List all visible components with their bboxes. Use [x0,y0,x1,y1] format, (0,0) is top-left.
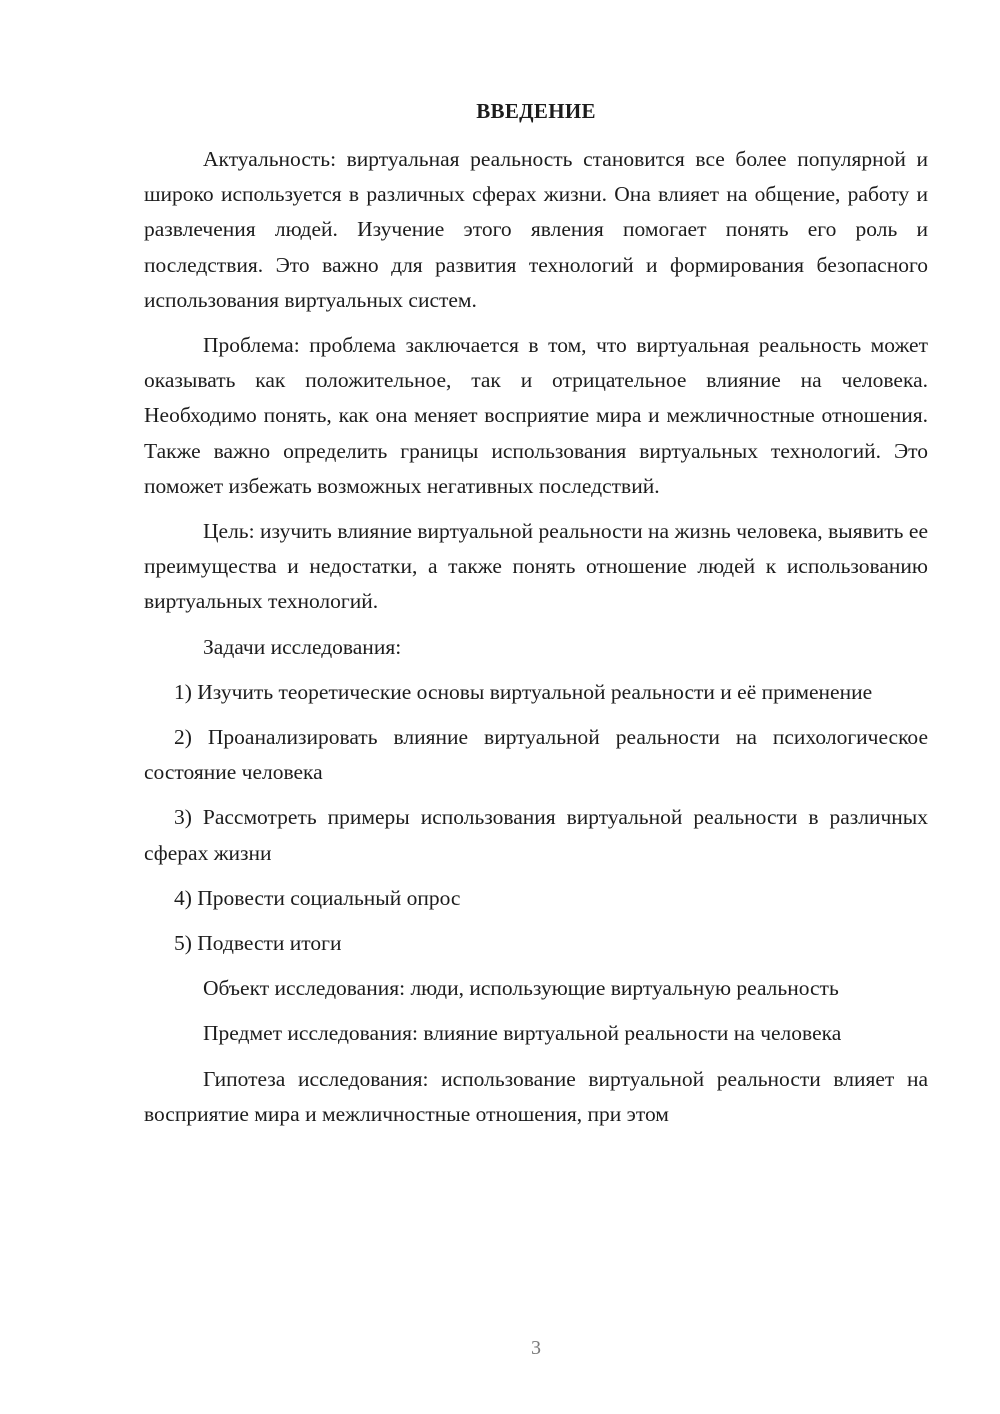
relevance-paragraph: Актуальность: виртуальная реальность становится все более популярной и широко используется в различных сферах жизни. Она влияет на общение, работу и развлечения людей. Изучение этого явления помогает понять его роль и последствия. Это важно для развития технологий и формирования безопасного использования виртуальных систем. [144,147,928,312]
subject-paragraph: Предмет исследования: влияние виртуальной реальности на человека [203,1021,842,1046]
object-paragraph: Объект исследования: люди, использующие виртуальную реальность [203,976,839,1001]
hypothesis-paragraph: Гипотеза исследования: использование виртуальной реальности влияет на восприятие мира и межличностные отношения, при этом [144,1066,928,1126]
page-heading: ВВЕДЕНИЕ [476,99,596,123]
task-item-2: 2) Проанализировать влияние виртуальной реальности на психологическое состояние человека [144,725,928,785]
problem-paragraph: Проблема: проблема заключается в том, что виртуальная реальность может оказывать как положительное, так и отрицательное влияние на человека. Необходимо понять, как она меняет восприятие мира и межличностные отношения. Также важно определить границы использования виртуальных технологий. Это поможет избежать возможных негативных последствий. [144,333,928,498]
tasks-title: Задачи исследования: [203,634,402,659]
document-body [144,142,928,1142]
goal-paragraph: Цель: изучить влияние виртуальной реальности на жизнь человека, выявить ее преимущества и недостатки, а также понять отношение людей к использованию виртуальных технологий. [144,519,928,614]
task-item-3: 3) Рассмотреть примеры использования виртуальной реальности в различных сферах жизни [144,805,928,865]
task-item-1: 1) Изучить теоретические основы виртуальной реальности и её применение [174,679,873,704]
task-item-4: 4) Провести социальный опрос [174,885,461,910]
task-item-5: 5) Подвести итоги [174,931,342,956]
page-number: 3 [531,1337,541,1359]
